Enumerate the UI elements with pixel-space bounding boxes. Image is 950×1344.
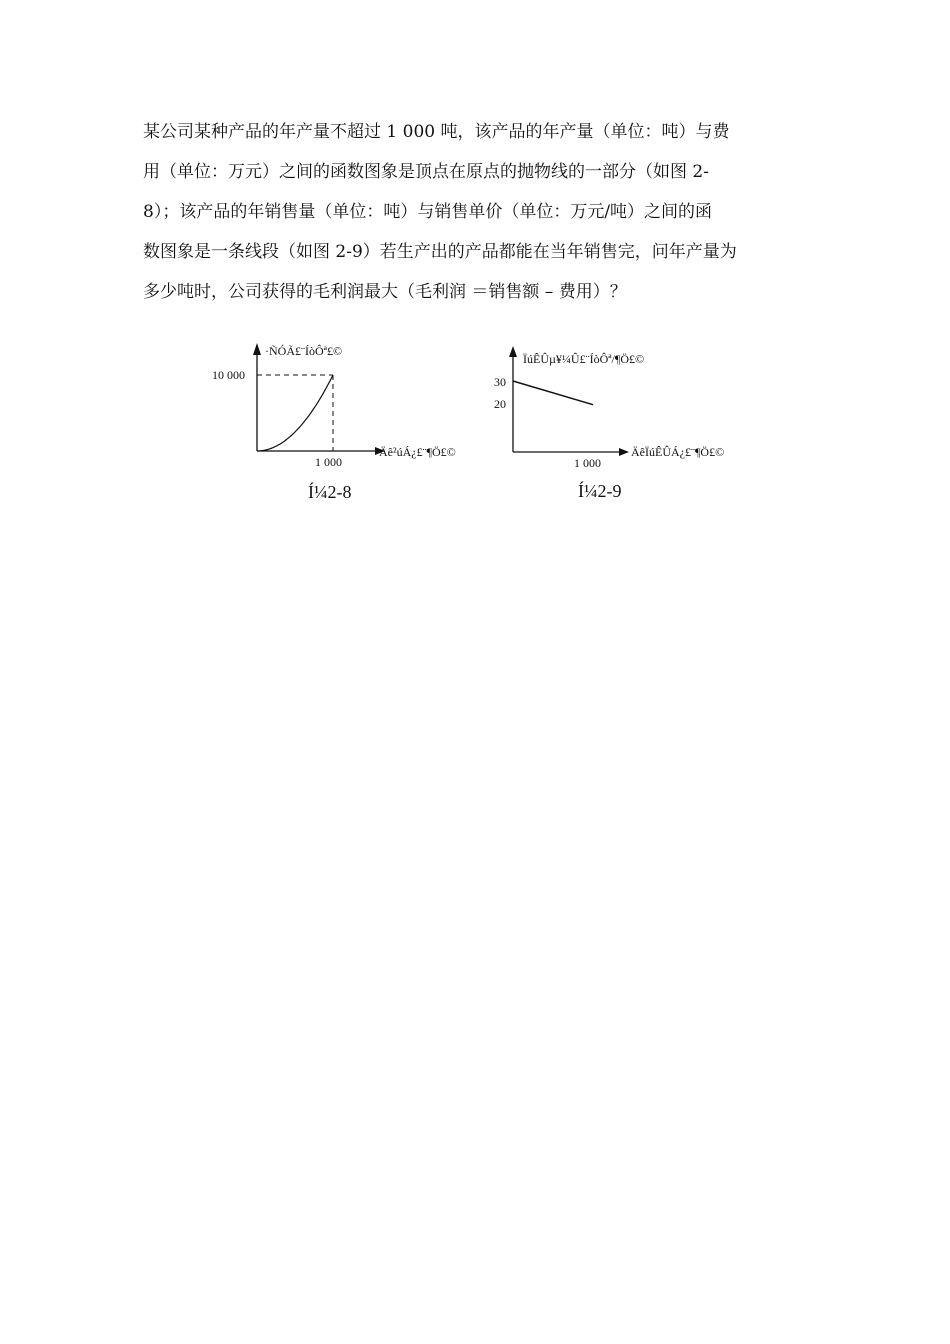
figure-2-8 bbox=[205, 338, 495, 508]
x-tick-label-1000: 1 000 bbox=[574, 456, 601, 470]
figure-caption: Í¼2-8 bbox=[308, 482, 352, 502]
figure-2-8-chart bbox=[205, 338, 495, 508]
y-axis-label: ·ÑÓÃ£¨ÍòÔª£© bbox=[265, 344, 343, 358]
figure-caption: Í¼2-9 bbox=[578, 481, 622, 501]
y-axis-arrow bbox=[253, 343, 261, 355]
y-axis-arrow bbox=[509, 346, 517, 357]
y-tick-label-10000: 10 000 bbox=[212, 368, 245, 382]
problem-line-1: 某公司某种产品的年产量不超过 1 000 吨，该产品的年产量（单位：吨）与费 bbox=[143, 122, 730, 142]
problem-line-2: 用（单位：万元）之间的函数图象是顶点在原点的抛物线的一部分（如图 2- bbox=[143, 162, 709, 182]
problem-line-4: 数图象是一条线段（如图 2-9）若生产出的产品都能在当年销售完，问年产量为 bbox=[143, 242, 737, 262]
problem-line-3: 8）；该产品的年销售量（单位：吨）与销售单价（单位：万元/吨）之间的函 bbox=[143, 202, 713, 222]
x-tick-label-1000: 1 000 bbox=[315, 455, 342, 469]
price-line-segment bbox=[513, 381, 593, 405]
x-axis-arrow bbox=[619, 448, 629, 456]
y-tick-label-30: 30 bbox=[494, 375, 506, 389]
y-tick-label-20: 20 bbox=[494, 397, 506, 411]
y-axis-label: ÏúÊÛµ¥¼Û£¨ÍòÔª/¶Ö£© bbox=[523, 352, 645, 366]
parabola-curve bbox=[257, 375, 333, 451]
x-axis-label: Äê²úÁ¿£¨¶Ö£© bbox=[379, 445, 456, 459]
problem-line-5: 多少吨时，公司获得的毛利润最大（毛利润 ＝销售额 – 费用）？ bbox=[143, 282, 627, 302]
problem-text bbox=[143, 112, 823, 312]
figure-2-9 bbox=[490, 342, 760, 507]
x-axis-label: ÄêÏúÊÛÁ¿£¨¶Ö£© bbox=[631, 445, 725, 459]
figure-2-9-chart bbox=[490, 342, 760, 507]
